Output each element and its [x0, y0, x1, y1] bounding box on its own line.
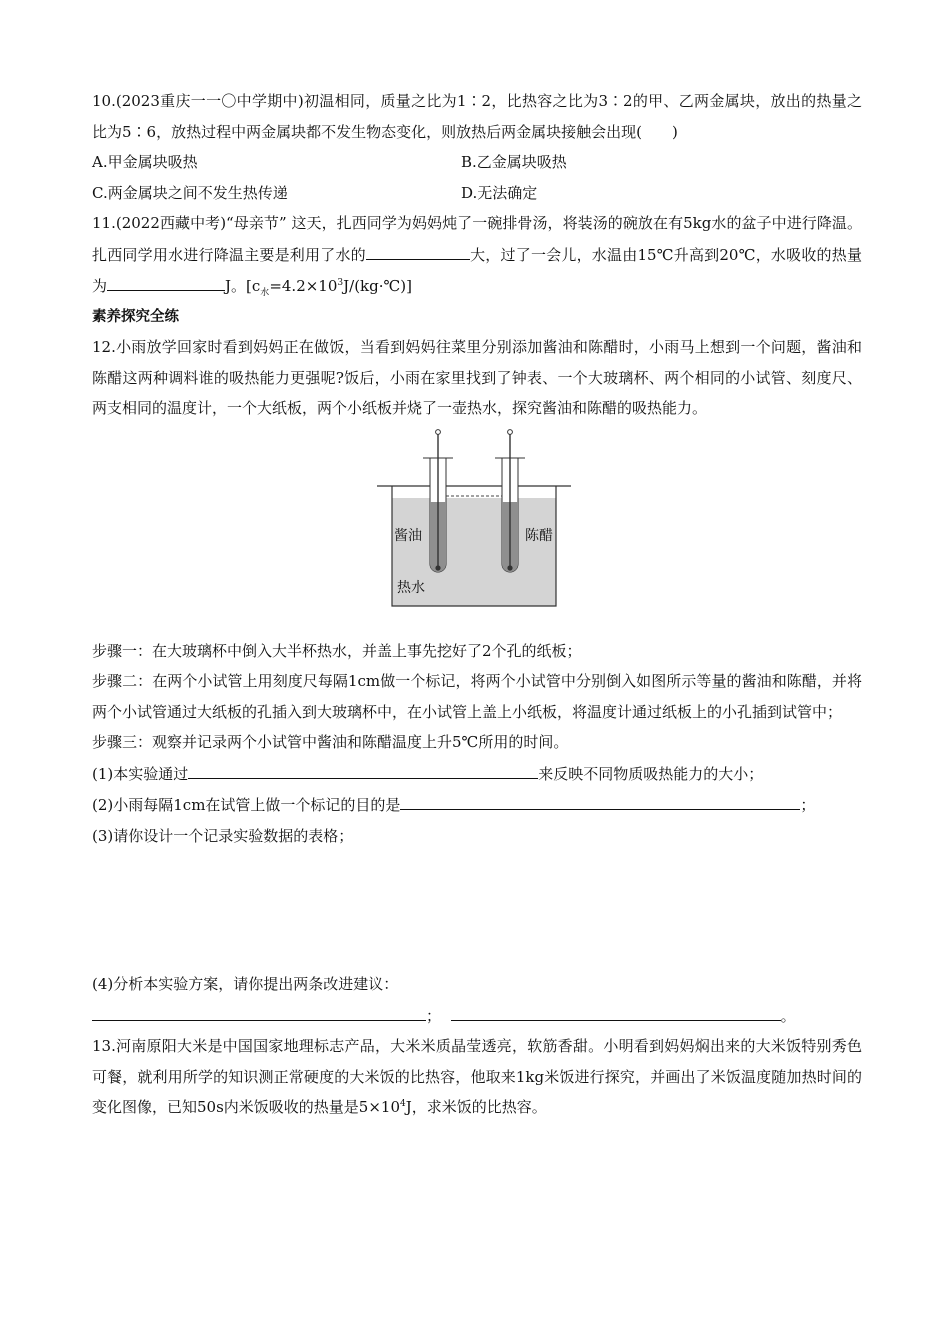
answer-blank-specific-heat[interactable]: [366, 239, 470, 260]
sub-question-2-tail: ；: [800, 796, 816, 814]
sub-question-1-lead: (1)本实验通过: [92, 764, 189, 783]
sub-question-4-end: 。: [780, 1006, 796, 1025]
sub-question-2-lead: (2)小雨每隔1cm在试管上做一个标记的目的是: [92, 796, 401, 814]
superscript-exponent-13: 4: [400, 1099, 406, 1109]
sub-question-4-answers: [92, 1000, 862, 1032]
step-2: 步骤二：在两个小试管上用刻度尺每隔1cm做一个标记，将两个小试管中分别倒入如图所示等量的酱油和陈醋，并将两个小试管通过大纸板的孔插入到大玻璃杯中，在小试管上盖上小纸板，将温度计通过纸板上的小孔插到试管中；: [92, 672, 862, 721]
question-11-part1: 11.(2022西藏中考)“母亲节” 这天，扎西同学为妈妈炖了一碗排骨汤，将装汤的碗放在有5kg水的盆子中进行降温。扎西同学用水进行降温主要是利用了水的: [92, 214, 862, 264]
question-11-part3: J。[c: [225, 277, 261, 295]
question-13-text-end: J，求米饭的比热容。: [405, 1098, 547, 1116]
answer-blank-purpose[interactable]: [400, 789, 800, 810]
thermometer-left-top: [436, 429, 441, 434]
step-1: 步骤一：在大玻璃杯中倒入大半杯热水，并盖上事先挖好了2个孔的纸板；: [92, 641, 582, 660]
question-11-part5: J/(kg·℃)]: [343, 277, 413, 295]
sub-question-1-tail: 来反映不同物质吸热能力的大小；: [538, 764, 764, 783]
label-soy-sauce: 酱油: [394, 527, 422, 544]
label-hot-water: 热水: [397, 579, 425, 596]
option-b: B.乙金属块吸热: [461, 153, 567, 171]
experiment-figure: [92, 424, 862, 636]
question-13: [92, 1031, 862, 1123]
question-11-part2: 大，过了一会儿，水温由15℃升高到20℃，水吸收的热量为: [92, 245, 862, 295]
question-10-options-row-1: [92, 147, 862, 178]
subscript-water: 水: [260, 288, 270, 298]
question-12-intro: 12.小雨放学回家时看到妈妈正在做饭，当看到妈妈往菜里分别添加酱油和陈醋时，小雨马上想到一个问题，酱油和陈醋这两种调料谁的吸热能力更强呢?饭后，小雨在家里找到了钟表、一个大玻璃杯、两个相同的小试管、刻度尺、两支相同的温度计，一个大纸板，两个小纸板并烧了一壶热水，探究酱油和陈醋的吸热能力。: [92, 338, 862, 417]
beaker-diagram: [375, 428, 575, 628]
sub-question-3: (3)请你设计一个记录实验数据的表格；: [92, 826, 354, 845]
option-c: C.两金属块之间不发生热传递: [92, 183, 288, 202]
thermometer-left-bulb: [435, 565, 440, 570]
question-11: [92, 208, 862, 302]
sub-question-1: [92, 758, 862, 790]
sub-question-4-separator: ；: [426, 1006, 442, 1025]
step-3: 步骤三：观察并记录两个小试管中酱油和陈醋温度上升5℃所用的时间。: [92, 733, 569, 751]
sub-question-4: (4)分析本实验方案，请你提出两条改进建议：: [92, 975, 399, 993]
sub-question-2: [92, 789, 862, 821]
superscript-exponent: 3: [337, 278, 344, 288]
answer-blank-heat-absorbed[interactable]: [107, 270, 225, 291]
question-10-text: 10.(2023重庆一一〇中学期中)初温相同，质量之比为1∶2，比热容之比为3∶2的甲、乙两金属块，放出的热量之比为5∶6，放热过程中两金属块都不发生物态变化，则放热后两金属块接触会出现( ): [92, 92, 862, 141]
option-a: A.甲金属块吸热: [92, 153, 198, 171]
answer-blank-suggestion-2[interactable]: [451, 1000, 781, 1021]
question-13-text: 13.河南原阳大米是中国国家地理标志产品，大米米质晶莹透亮，软筋香甜。小明看到妈妈焖出来的大米饭特别秀色可餐，就利用所学的知识测正常硬度的大米饭的比热容，他取来1kg米饭进行探究，并画出了米饭温度随加热时间的变化图像，已知50s内米饭吸收的热量是5×10: [92, 1037, 862, 1116]
thermometer-right-top: [508, 429, 513, 434]
answer-blank-method[interactable]: [188, 758, 538, 779]
option-d: D.无法确定: [461, 183, 538, 202]
table-design-space[interactable]: [92, 851, 862, 969]
section-heading: 素养探究全练: [92, 308, 179, 325]
question-11-part4: =4.2×10: [269, 277, 338, 295]
worksheet-page: [92, 86, 862, 1123]
thermometer-right-bulb: [507, 565, 512, 570]
question-10-options-row-2: [92, 178, 862, 209]
label-vinegar: 陈醋: [525, 527, 553, 544]
answer-blank-suggestion-1[interactable]: [92, 1000, 426, 1021]
